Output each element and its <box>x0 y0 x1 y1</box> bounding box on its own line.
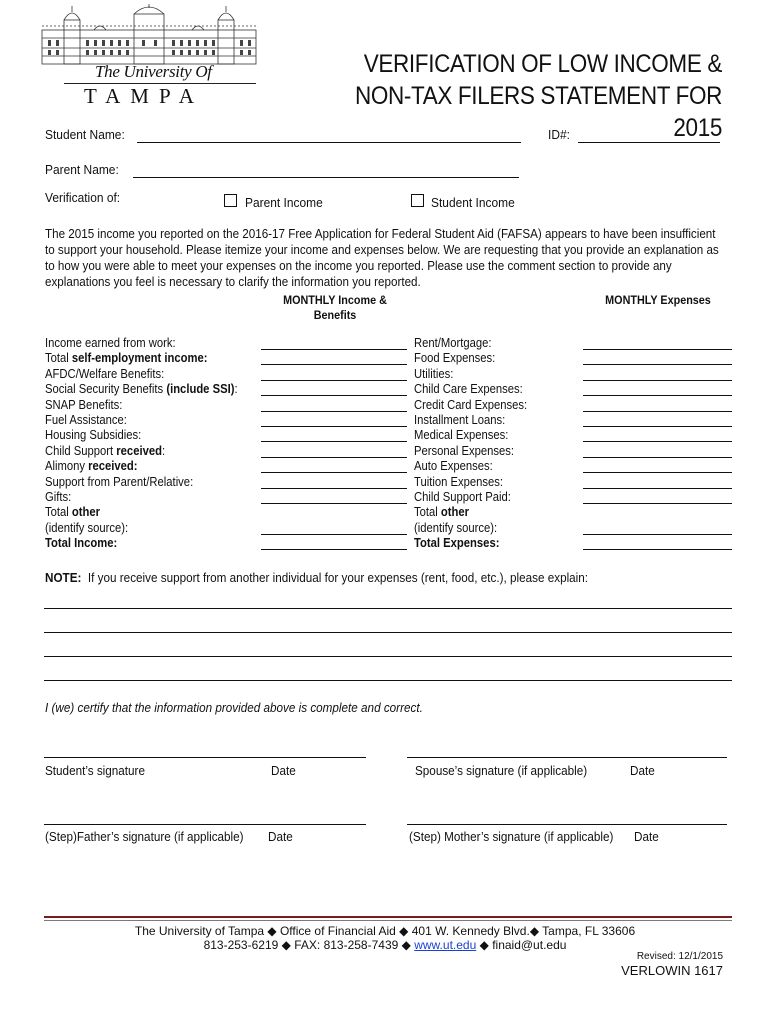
student-income-checkbox[interactable] <box>411 194 424 207</box>
form-row-label <box>414 367 453 382</box>
row-bold-text: other <box>71 505 101 520</box>
amount-field[interactable] <box>583 395 732 396</box>
row-bold-text: Total Income: <box>45 536 118 551</box>
amount-field[interactable] <box>583 441 732 442</box>
diamond-icon: ◆ <box>267 924 277 938</box>
certify-statement: I (we) certify that the information provided above is complete and correct. <box>45 700 423 715</box>
explanation-line[interactable] <box>44 680 732 681</box>
id-label: ID#: <box>548 127 570 142</box>
form-row-label <box>45 475 193 490</box>
row-text: Alimony <box>45 459 89 474</box>
amount-field[interactable] <box>583 457 732 458</box>
footer-address: 401 W. Kennedy Blvd. <box>411 924 530 938</box>
row-suffix: : <box>161 443 166 458</box>
amount-field[interactable] <box>261 411 407 412</box>
row-text: Tuition Expenses: <box>414 474 504 489</box>
row-bold-text: self-employment income: <box>71 351 208 366</box>
amount-field[interactable] <box>583 411 732 412</box>
note-text <box>45 570 588 585</box>
amount-field[interactable] <box>261 441 407 442</box>
form-row-label <box>414 459 493 474</box>
form-row-label <box>45 428 141 443</box>
amount-field[interactable] <box>261 488 407 489</box>
page-title <box>326 48 722 144</box>
parent-income-label: Parent Income <box>245 195 323 210</box>
amount-field[interactable] <box>261 503 407 504</box>
amount-field[interactable] <box>583 426 732 427</box>
row-bold-text: received: <box>88 459 138 474</box>
note-body: If you receive support from another individual for your expenses (rent, food, etc.), please explain: <box>87 570 589 585</box>
row-text: Total <box>45 505 72 520</box>
form-row-label <box>414 505 469 520</box>
form-row-label <box>414 444 514 459</box>
form-row-label <box>45 336 176 351</box>
amount-field[interactable] <box>261 364 407 365</box>
diamond-icon: ◆ <box>281 938 291 952</box>
row-suffix: : <box>234 382 238 397</box>
spouse-date-label: Date <box>630 763 655 778</box>
footer-org: The University of Tampa <box>134 924 265 938</box>
amount-field[interactable] <box>583 549 732 550</box>
form-row-label <box>414 490 511 505</box>
row-text: Credit Card Expenses: <box>414 397 528 412</box>
mother-date-label: Date <box>634 829 659 844</box>
student-name-label: Student Name: <box>45 127 125 142</box>
mother-signature-line[interactable] <box>407 824 727 825</box>
amount-field[interactable] <box>583 364 732 365</box>
row-text: Support from Parent/Relative: <box>45 474 194 489</box>
amount-field[interactable] <box>261 395 407 396</box>
row-text: Installment Loans: <box>414 413 506 427</box>
university-building-logo <box>34 4 264 66</box>
student-date-label: Date <box>271 763 296 778</box>
form-row-label <box>45 444 165 459</box>
form-row-label <box>45 367 164 382</box>
expenses-column-header: MONTHLY Expenses <box>605 293 711 307</box>
mother-signature-label: (Step) Mother’s signature (if applicable) <box>409 829 614 844</box>
row-text: Child Support <box>45 443 117 458</box>
income-column-header <box>263 293 407 323</box>
row-text: (identify source): <box>45 520 129 535</box>
title-line-1: VERIFICATION OF LOW INCOME & <box>363 50 722 78</box>
row-text: Rent/Mortgage: <box>414 336 492 350</box>
form-row-label <box>45 521 128 536</box>
student-signature-line[interactable] <box>44 757 366 758</box>
spouse-signature-label: Spouse’s signature (if applicable) <box>415 763 588 778</box>
father-date-label: Date <box>268 829 293 844</box>
form-row-label <box>45 382 238 397</box>
explanation-line[interactable] <box>44 632 732 633</box>
footer-rule-maroon <box>44 916 732 918</box>
amount-field[interactable] <box>583 534 732 535</box>
title-line-2: NON-TAX FILERS STATEMENT FOR 2015 <box>354 82 722 142</box>
form-code: VERLOWIN 1617 <box>621 963 723 978</box>
explanation-line[interactable] <box>44 608 732 609</box>
form-row-label <box>45 413 127 428</box>
diamond-icon: ◆ <box>401 938 411 952</box>
amount-field[interactable] <box>583 349 732 350</box>
form-row-label <box>414 475 503 490</box>
amount-field[interactable] <box>261 457 407 458</box>
form-row-label <box>414 382 523 397</box>
form-row-label <box>414 336 492 351</box>
row-bold-text: other <box>440 505 470 520</box>
row-text: Total <box>45 351 72 366</box>
note-label: NOTE: <box>45 570 82 585</box>
father-signature-line[interactable] <box>44 824 366 825</box>
income-header-line-2: Benefits <box>313 308 357 322</box>
diamond-icon: ◆ <box>399 924 409 938</box>
footer-website-link[interactable]: www.ut.edu <box>414 938 477 952</box>
amount-field[interactable] <box>261 534 407 535</box>
income-header-line-1: MONTHLY Income & <box>283 293 387 307</box>
row-text: Auto Expenses: <box>414 459 493 474</box>
explanation-line[interactable] <box>44 656 732 657</box>
row-text: Fuel Assistance: <box>45 413 127 427</box>
form-row-label <box>45 459 138 474</box>
amount-field[interactable] <box>583 488 732 489</box>
logo-university-text: The University Of <box>95 62 212 81</box>
parent-name-field[interactable] <box>133 177 519 178</box>
student-signature-label: Student’s signature <box>45 763 145 778</box>
amount-field[interactable] <box>583 472 732 473</box>
parent-name-label: Parent Name: <box>45 162 119 177</box>
form-row-label <box>414 398 527 413</box>
revised-date: Revised: 12/1/2015 <box>636 951 723 962</box>
footer-email[interactable]: finaid@ut.edu <box>492 938 567 952</box>
amount-field[interactable] <box>261 549 407 550</box>
verification-of-label: Verification of: <box>45 190 121 205</box>
logo-tampa-text: TAMPA <box>84 84 204 108</box>
row-text: Child Care Expenses: <box>414 382 523 397</box>
row-text: SNAP Benefits: <box>45 397 123 412</box>
footer-rule-gray <box>44 920 732 921</box>
form-row-label <box>45 398 122 413</box>
amount-field[interactable] <box>261 426 407 427</box>
id-field[interactable] <box>578 142 720 143</box>
row-text: Income earned from work: <box>45 336 176 350</box>
form-row-label <box>45 536 117 551</box>
diamond-icon: ◆ <box>529 924 540 938</box>
row-text: Food Expenses: <box>414 351 496 366</box>
row-bold-text: Total Expenses: <box>414 536 500 551</box>
row-text: Medical Expenses: <box>414 428 509 443</box>
form-row-label <box>45 490 71 505</box>
row-text: Personal Expenses: <box>414 443 515 458</box>
footer-phone: 813-253-6219 <box>203 938 279 952</box>
row-text: Utilities: <box>414 366 454 381</box>
row-text: Child Support Paid: <box>414 490 511 504</box>
form-row-label <box>414 428 508 443</box>
footer-line-1 <box>0 924 770 939</box>
row-text: Total <box>414 505 441 520</box>
row-text: Housing Subsidies: <box>45 428 142 443</box>
father-signature-label: (Step)Father’s signature (if applicable) <box>45 829 244 844</box>
diamond-icon: ◆ <box>479 938 489 952</box>
form-row-label <box>414 521 497 536</box>
form-row-label <box>414 536 499 551</box>
amount-field[interactable] <box>583 503 732 504</box>
form-row-label <box>414 413 505 428</box>
form-row-label <box>414 351 495 366</box>
amount-field[interactable] <box>583 380 732 381</box>
row-text: AFDC/Welfare Benefits: <box>45 366 165 381</box>
footer-city: Tampa, FL 33606 <box>542 924 636 938</box>
amount-field[interactable] <box>261 380 407 381</box>
student-income-label: Student Income <box>431 195 515 210</box>
student-name-field[interactable] <box>137 142 521 143</box>
form-row-label <box>45 351 208 366</box>
spouse-signature-line[interactable] <box>407 757 727 758</box>
row-bold-text: received <box>116 443 162 458</box>
amount-field[interactable] <box>261 349 407 350</box>
intro-paragraph: The 2015 income you reported on the 2016-17 Free Application for Federal Student Aid (FAFSA) appears to have been insufficient to support your household. Please itemize your income and expenses below. We are requesting that you provide an explanation as to how you were able to meet your expenses on the income you reported. Please use the comment section to provide any explanations you feel is necessary to clarify the information you reported. <box>45 226 719 289</box>
row-text: (identify source): <box>414 520 498 535</box>
row-text: Gifts: <box>45 490 72 504</box>
amount-field[interactable] <box>261 472 407 473</box>
row-bold-text: (include SSI) <box>166 382 235 397</box>
footer-fax: FAX: 813-258-7439 <box>294 938 399 952</box>
row-text: Social Security Benefits <box>45 382 167 397</box>
form-row-label <box>45 505 100 520</box>
parent-income-checkbox[interactable] <box>224 194 237 207</box>
footer-office: Office of Financial Aid <box>279 924 396 938</box>
